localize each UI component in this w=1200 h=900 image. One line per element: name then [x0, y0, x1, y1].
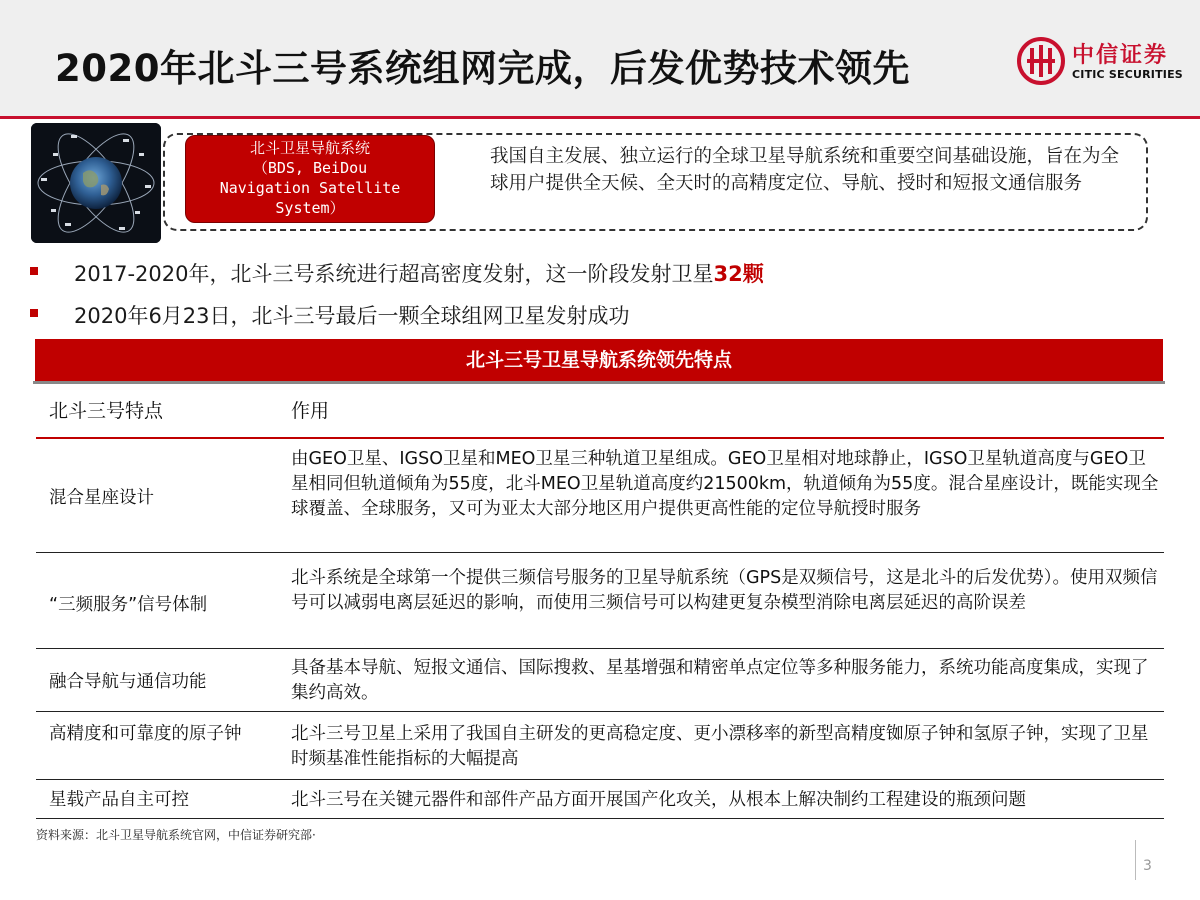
- column-header-feature: 北斗三号特点: [49, 400, 164, 422]
- citic-logo: [1016, 36, 1186, 88]
- footer-divider: [1135, 840, 1136, 880]
- table-row-feature: 融合导航与通信功能: [49, 672, 207, 692]
- page-title: 2020年北斗三号系统组网完成，后发优势技术领先: [55, 47, 910, 90]
- bds-label-box: [185, 135, 435, 223]
- page-number: 3: [1143, 858, 1152, 874]
- logo-english-name: CITIC SECURITIES: [1072, 68, 1183, 81]
- citic-logo-icon: [1016, 36, 1066, 86]
- header-separator: [36, 437, 1164, 439]
- bullet-marker: [30, 309, 38, 317]
- table-row-effect: 具备基本导航、短报文通信、国际搜救、星基增强和精密单点定位等多种服务能力，系统功能高度集成，实现了集约高效。: [291, 658, 1149, 703]
- bds-description: 我国自主发展、独立运行的全球卫星导航系统和重要空间基础设施，旨在为全球用户提供全天候、全天时的高精度定位、导航、授时和短报文通信服务: [490, 146, 1120, 194]
- bds-label-line: 北斗卫星导航系统: [249, 139, 370, 157]
- source-note: 资料来源：北斗卫星导航系统官网，中信证券研究部·: [36, 828, 316, 842]
- table-title: 北斗三号卫星导航系统领先特点: [35, 339, 1163, 381]
- row-separator: [36, 779, 1164, 780]
- table-row-feature: “三频服务”信号体制: [49, 595, 208, 615]
- bullet-marker: [30, 267, 38, 275]
- table-row-effect: 北斗系统是全球第一个提供三频信号服务的卫星导航系统（GPS是双频信号，这是北斗的后发优势）。使用双频信号可以减弱电离层延迟的影响，而使用三频信号可以构建更复杂模型消除电离层延迟的高阶误差: [291, 568, 1158, 613]
- table-row-feature: 混合星座设计: [49, 488, 154, 508]
- row-separator: [36, 648, 1164, 649]
- column-header-effect: 作用: [291, 400, 330, 422]
- bds-label-line: （BDS, BeiDou: [252, 159, 368, 177]
- table-row-feature: 星载产品自主可控: [49, 790, 189, 810]
- bullet-text: 2017-2020年，北斗三号系统进行超高密度发射，这一阶段发射卫星: [74, 262, 714, 286]
- bds-label-line: System）: [275, 199, 345, 217]
- satellite-globe-image: [31, 123, 161, 243]
- logo-chinese-name: 中信证券: [1072, 43, 1169, 68]
- header-divider: [0, 116, 1200, 119]
- row-separator: [36, 818, 1164, 819]
- table-row-effect: 由GEO卫星、IGSO卫星和MEO卫星三种轨道卫星组成。GEO卫星相对地球静止，IGSO卫星轨道高度与GEO卫星相同但轨道倾角为55度，北斗MEO卫星轨道高度约21500km，轨道倾角为55度。混合星座设计，既能实现全球覆盖、全球服务，又可为亚太大部分地区用户提供更高性能的定位导航授时服务: [291, 449, 1159, 519]
- table-row-effect: 北斗三号卫星上采用了我国自主研发的更高稳定度、更小漂移率的新型高精度铷原子钟和氢原子钟，实现了卫星时频基准性能指标的大幅提高: [291, 724, 1149, 769]
- table-title-shadow: [33, 381, 1165, 384]
- row-separator: [36, 552, 1164, 553]
- bds-label-line: Navigation Satellite: [219, 179, 401, 197]
- row-separator: [36, 711, 1164, 712]
- bullet-text: 2020年6月23日，北斗三号最后一颗全球组网卫星发射成功: [74, 304, 630, 328]
- table-row-effect: 北斗三号在关键元器件和部件产品方面开展国产化攻关，从根本上解决制约工程建设的瓶颈问题: [291, 790, 1026, 810]
- table-row-feature: 高精度和可靠度的原子钟: [49, 724, 242, 744]
- bullet-highlight: 32颗: [713, 262, 764, 286]
